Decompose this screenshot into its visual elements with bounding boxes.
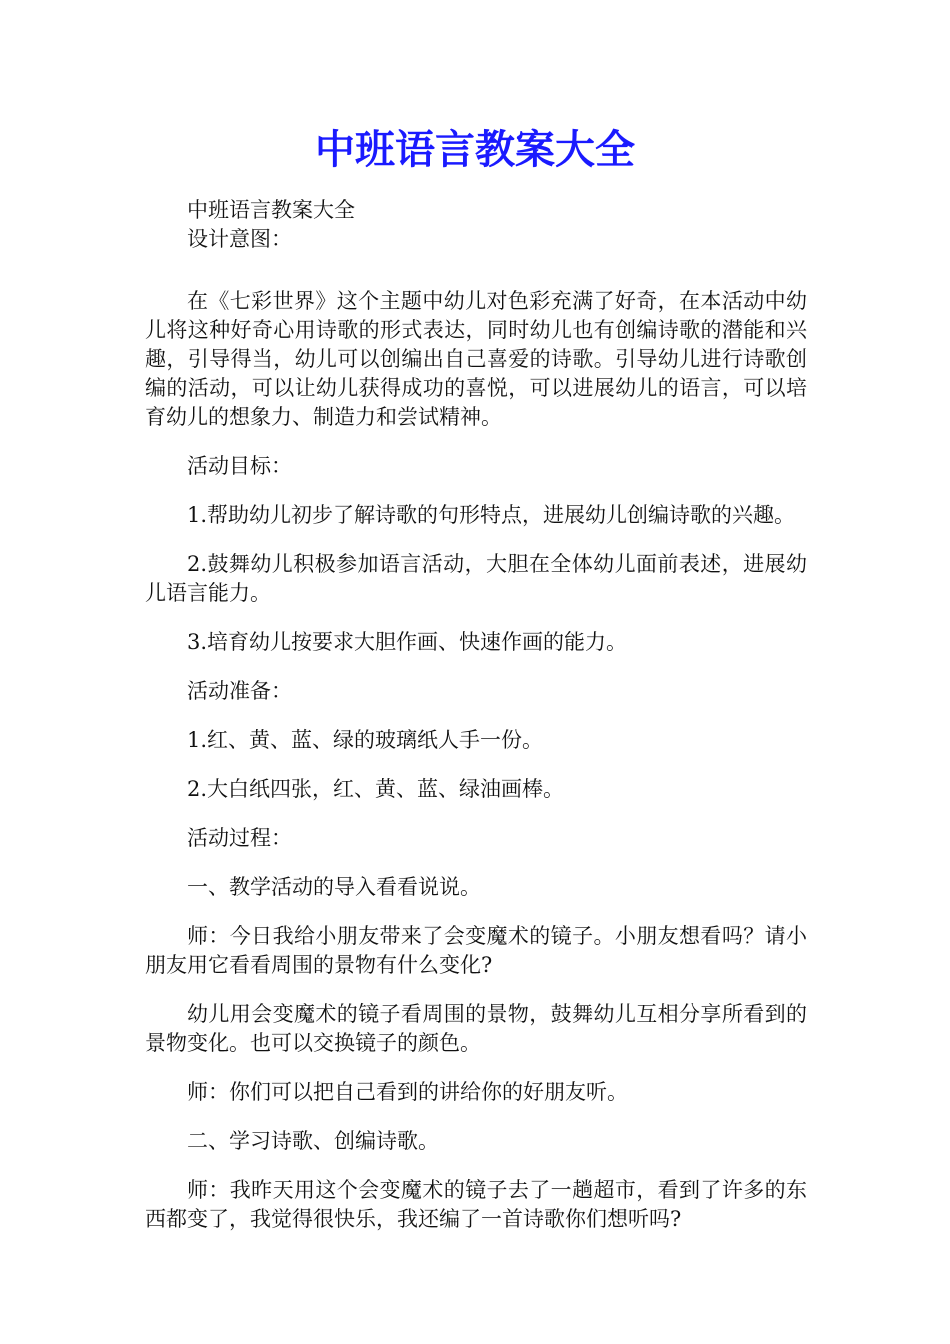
process-heading: 活动过程：	[187, 826, 292, 850]
process-paragraph-children: 幼儿用会变魔术的镜子看周围的景物，鼓舞幼儿互相分享所看到的景物变化。也可以交换镜子的颜色。	[145, 1002, 807, 1055]
objective-item-3: 3.培育幼儿按要求大胆作画、快速作画的能力。	[187, 630, 628, 654]
document-title: 中班语言教案大全	[315, 126, 635, 173]
document-body	[145, 196, 807, 1234]
preparation-item-2: 2.大白纸四张，红、黄、蓝、绿油画棒。	[187, 777, 565, 801]
design-intent-heading: 设计意图：	[187, 227, 292, 251]
subtitle-paragraph: 中班语言教案大全	[187, 198, 355, 222]
process-step-1-heading: 一、教学活动的导入看看说说。	[187, 875, 481, 899]
objectives-heading: 活动目标：	[187, 454, 292, 478]
process-paragraph-teacher-2: 师：你们可以把自己看到的讲给你的好朋友听。	[187, 1080, 628, 1104]
preparation-item-1: 1.红、黄、蓝、绿的玻璃纸人手一份。	[187, 728, 544, 752]
objective-item-2: 2.鼓舞幼儿积极参加语言活动，大胆在全体幼儿面前表述，进展幼儿语言能力。	[145, 552, 807, 605]
objective-item-1: 1.帮助幼儿初步了解诗歌的句形特点，进展幼儿创编诗歌的兴趣。	[187, 503, 796, 527]
process-paragraph-teacher-1: 师：今日我给小朋友带来了会变魔术的镜子。小朋友想看吗？请小朋友用它看看周围的景物有什么变化?	[145, 924, 807, 977]
preparation-heading: 活动准备：	[187, 679, 292, 703]
process-step-2-heading: 二、学习诗歌、创编诗歌。	[187, 1129, 439, 1153]
process-paragraph-teacher-3: 师：我昨天用这个会变魔术的镜子去了一趟超市，看到了许多的东西都变了，我觉得很快乐，我还编了一首诗歌你们想听吗?	[145, 1178, 807, 1231]
design-intent-paragraph: 在《七彩世界》这个主题中幼儿对色彩充满了好奇，在本活动中幼儿将这种好奇心用诗歌的形式表达，同时幼儿也有创编诗歌的潜能和兴趣，引导得当，幼儿可以创编出自己喜爱的诗歌。引导幼儿进行诗歌创编的活动，可以让幼儿获得成功的喜悦，可以进展幼儿的语言，可以培育幼儿的想象力、制造力和尝试精神。	[145, 289, 807, 429]
